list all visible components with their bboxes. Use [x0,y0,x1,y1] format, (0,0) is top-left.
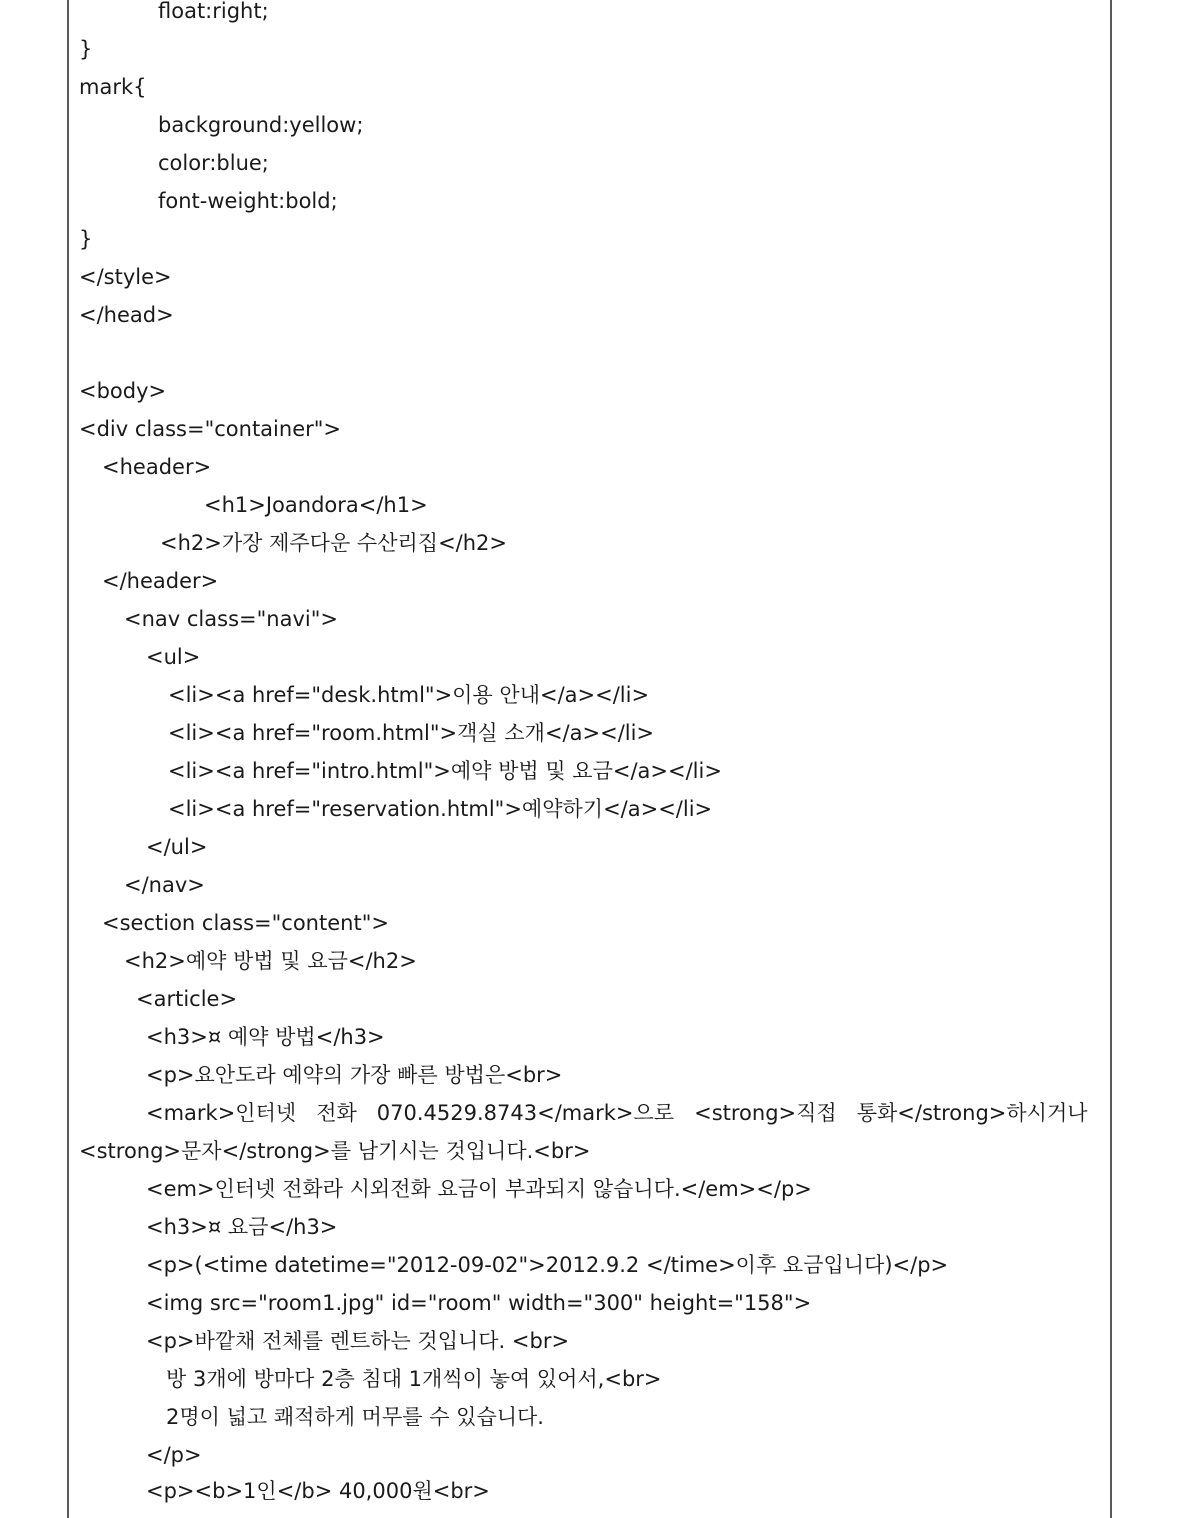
code-line: font-weight:bold; [158,189,338,213]
code-line: mark{ [79,75,147,99]
code-line: </nav> [124,873,205,897]
code-line: </p> [146,1443,202,1467]
code-line: <li><a href="reservation.html">예약하기</a></li> [168,797,713,821]
code-line: <li><a href="room.html">객실 소개</a></li> [168,721,655,745]
code-line: </style> [79,265,172,289]
code-line: <body> [79,379,167,403]
code-line: <p>(<time datetime="2012-09-02">2012.9.2 </time>이후 요금입니다)</p> [146,1253,949,1277]
code-line: } [79,227,93,251]
code-line: color:blue; [158,151,269,175]
code-line: <h1>Joandora</h1> [204,493,428,517]
code-line: <article> [136,987,238,1011]
code-line: <em>인터넷 전화라 시외전화 요금이 부과되지 않습니다.</em></p> [146,1177,812,1201]
code-line: <header> [102,455,212,479]
code-line: </head> [79,303,174,327]
code-line: 2명이 넓고 쾌적하게 머무를 수 있습니다. [166,1405,544,1429]
code-line: <strong>문자</strong>를 남기시는 것입니다.<br> [79,1139,591,1163]
code-line: 방 3개에 방마다 2층 침대 1개씩이 놓여 있어서,<br> [166,1367,662,1391]
code-line: <mark>인터넷 전화 070.4529.8743</mark>으로 <strong>직접 통화</strong>하시거나 [146,1101,1088,1125]
code-line: <h3>¤ 요금</h3> [146,1215,338,1239]
code-line: background:yellow; [158,113,364,137]
code-line: <li><a href="desk.html">이용 안내</a></li> [168,683,650,707]
code-line: <p>바깥채 전체를 렌트하는 것입니다. <br> [146,1329,570,1353]
code-line: <section class="content"> [102,911,389,935]
code-line: <p><b>1인</b> 40,000원<br> [146,1479,490,1503]
code-line: <h2>가장 제주다운 수산리집</h2> [160,531,508,555]
code-line: <p>요안도라 예약의 가장 빠른 방법은<br> [146,1063,563,1087]
code-line: <img src="room1.jpg" id="room" width="300" height="158"> [146,1291,812,1315]
code-line: <nav class="navi"> [124,607,338,631]
code-line: <div class="container"> [79,417,342,441]
code-line: <h3>¤ 예약 방법</h3> [146,1025,385,1049]
code-line: } [79,37,93,61]
code-line: </header> [102,569,219,593]
code-line: <li><a href="intro.html">예약 방법 및 요금</a></li> [168,759,722,783]
code-line: <h2>예약 방법 및 요금</h2> [124,949,417,973]
code-line: </ul> [146,835,208,859]
code-line: float:right; [158,0,269,23]
code-line: <ul> [146,645,201,669]
